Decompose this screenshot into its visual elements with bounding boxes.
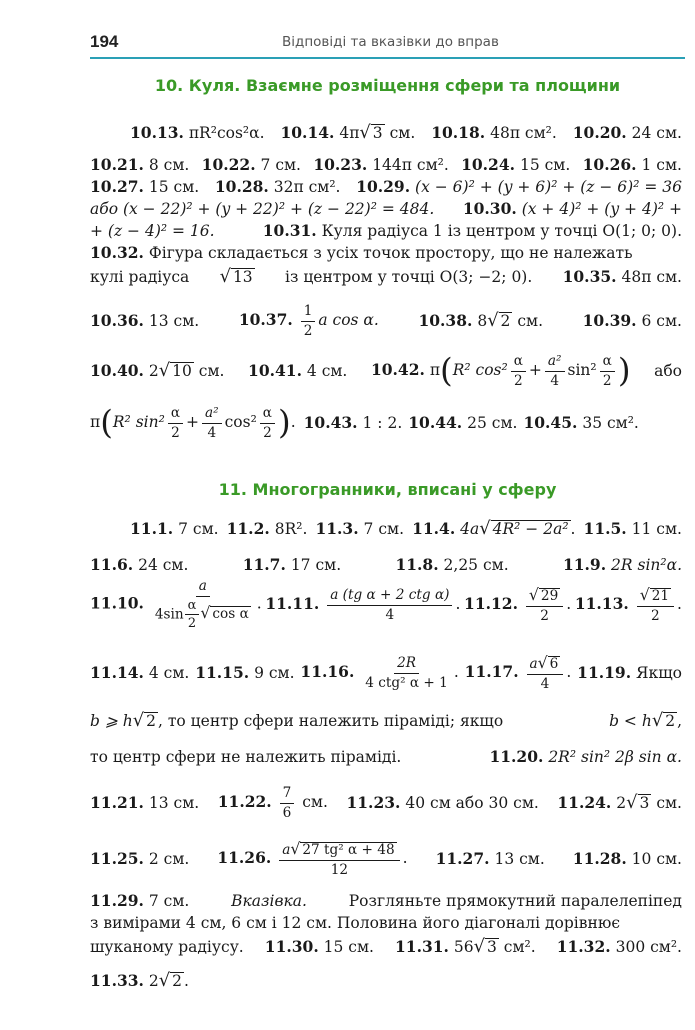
sqrt: √ 13 [219,266,253,287]
fraction: $\frac{1}{2}$ [301,303,316,339]
section-10-title: 10. Куля. Взаємне розміщення сфери та площини [154,76,621,95]
fraction: $\frac{\alpha}{2}$ [511,353,526,389]
text-line: 11.10. a 4sin $\frac{\alpha}{2}$ √ cos α . 11.11. $\frac{\text{a (tg α + 2 ctg α)}}{4}$ . 11.12. $\frac{√ 29}{2}$ . 11.13. $\frac{√ 21}{2}$ . [90,578,682,632]
running-title: Відповіді та вказівки до вправ [282,34,499,50]
text-line: 11.33. 2√ 2 . [90,970,189,991]
text-line: 10.32. Фігура складається з усіх точок простору, що не належать [90,243,633,262]
fraction: $\frac{\text{a²}}{4}$ [202,405,222,441]
text-line: шуканому радіусу. 11.30. 15 см. 11.31. 56√ 3 см². 11.32. 300 см². [90,936,682,957]
sqrt: √ cos α [200,603,249,623]
sqrt: √ 29 [528,584,559,604]
fraction: $\frac{\text{a√ 27 tg² α + 48}}{12}$ [279,840,399,878]
sqrt: √ 2 [158,970,182,991]
header-rule [90,57,685,59]
sqrt: √ 10 [158,360,192,381]
text-line: з вимірами 4 см, 6 см і 12 см. Половина його діагоналі дорівнює [90,914,620,932]
fraction: $\frac{\alpha}{2}$ [185,598,200,632]
page-header [90,30,685,60]
text-line: 11.6. 24 см. 11.7. 17 см. 11.8. 2,25 см. 11.9. 2R sin²α. [90,555,682,574]
page-number: 194 [90,32,119,51]
text-line: π(R² sin² $\frac{\alpha}{2}$ + $\frac{\text{a²}}{4}$ cos² $\frac{\alpha}{2}$ ). 10.43. 1 : 2. 10.44. 25 см. 10.45. 35 см². [90,403,639,442]
fraction: $\frac{\text{a (tg α + 2 ctg α)}}{4}$ [327,587,452,623]
text-line: то центр сфери не належить піраміді. 11.20. 2R² sin² 2β sin α. [90,747,682,766]
sqrt: √ 2 [651,710,676,731]
sqrt: √ 21 [639,584,670,604]
text-line: 10.21. 8 см. 10.22. 7 см. 10.23. 144π см². 10.24. 15 см. 10.26. 1 см. [90,155,682,174]
text-line: 10.13. πR²cos²α. 10.14. 4π√ 3 см. 10.18. 48π см². 10.20. 24 см. [130,122,682,143]
text-line: 11.25. 2 см. 11.26. $\frac{\text{a√ 27 tg² α + 48}}{12}$ . 11.27. 13 см. 11.28. 10 см. [90,838,682,878]
text-line: 10.27. 15 см. 10.28. 32π см². 10.29. (x − 6)² + (y + 6)² + (z − 6)² = 36 [90,177,682,196]
text-line: 11.29. 7 см. Вказівка. Розгляньте прямокутний паралелепіпед [90,891,682,910]
sqrt: √ 27 tg² α + 48 [290,838,395,858]
fraction: $\frac{\text{a²}}{4}$ [545,353,565,389]
sqrt: √ 6 [537,652,559,672]
text-line: 10.40. 2√ 10 см. 10.41. 4 см. 10.42. π(R² cos² $\frac{\alpha}{2}$ + $\frac{\text{a²}}{4}$ sin² $\frac{\alpha}{2}$ ) або [90,351,682,390]
fraction: $\frac{\alpha}{2}$ [600,353,615,389]
text-line: 11.14. 4 см. 11.15. 9 см. 11.16. $\frac{2R}{\text{4 ctg² α + 1}}$ . 11.17. $\frac{a√ 6}{4}$ . 11.19. Якщо [90,652,682,692]
fraction: $\frac{√ 21}{2}$ [637,586,674,624]
fraction: $\frac{7}{6}$ [280,785,295,821]
sqrt: √ 4R² − 2a² [479,518,569,539]
fraction: a 4sin $\frac{\alpha}{2}$ √ cos α [154,578,249,632]
sqrt: √ 2 [132,710,156,731]
text-line: 10.36. 13 см. 10.37. $\frac{1}{2}$ a cos α. 10.38. 8√ 2 см. 10.39. 6 см. [90,303,682,339]
text-line: або (x − 22)² + (y + 22)² + (z − 22)² = 484. 10.30. (x + 4)² + (y + 4)² + [90,199,682,218]
text-line: b ⩾ h√ 2 , то центр сфери належить піраміді; якщо b < h√ 2 , [90,710,682,731]
text-line: + (z − 4)² = 16. 10.31. Куля радіуса 1 із центром у точці O(1; 0; 0). [90,221,682,240]
text-line: 11.1. 7 см. 11.2. 8R². 11.3. 7 см. 11.4. 4a√ 4R² − 2a² . 11.5. 11 см. [130,518,682,539]
sqrt: √ 2 [487,310,511,331]
section-11-title: 11. Многогранники, вписані у сферу [218,480,557,499]
fraction: $\frac{2R}{\text{4 ctg² α + 1}}$ [365,655,448,691]
fraction: $\frac{\alpha}{2}$ [168,405,183,441]
sqrt: √ 3 [473,936,497,957]
fraction: $\frac{√ 29}{2}$ [526,586,563,624]
text-line: 11.21. 13 см. 11.22. $\frac{7}{6}$ см. 11.23. 40 см або 30 см. 11.24. 2√ 3 см. [90,785,682,821]
sqrt: √ 3 [359,122,383,143]
fraction: $\frac{a√ 6}{4}$ [527,654,564,692]
fraction: $\frac{\alpha}{2}$ [260,405,275,441]
text-line: кулі радіуса √ 13 із центром у точці O(3; −2; 0). 10.35. 48π см. [90,266,682,287]
sqrt: √ 3 [626,792,650,813]
